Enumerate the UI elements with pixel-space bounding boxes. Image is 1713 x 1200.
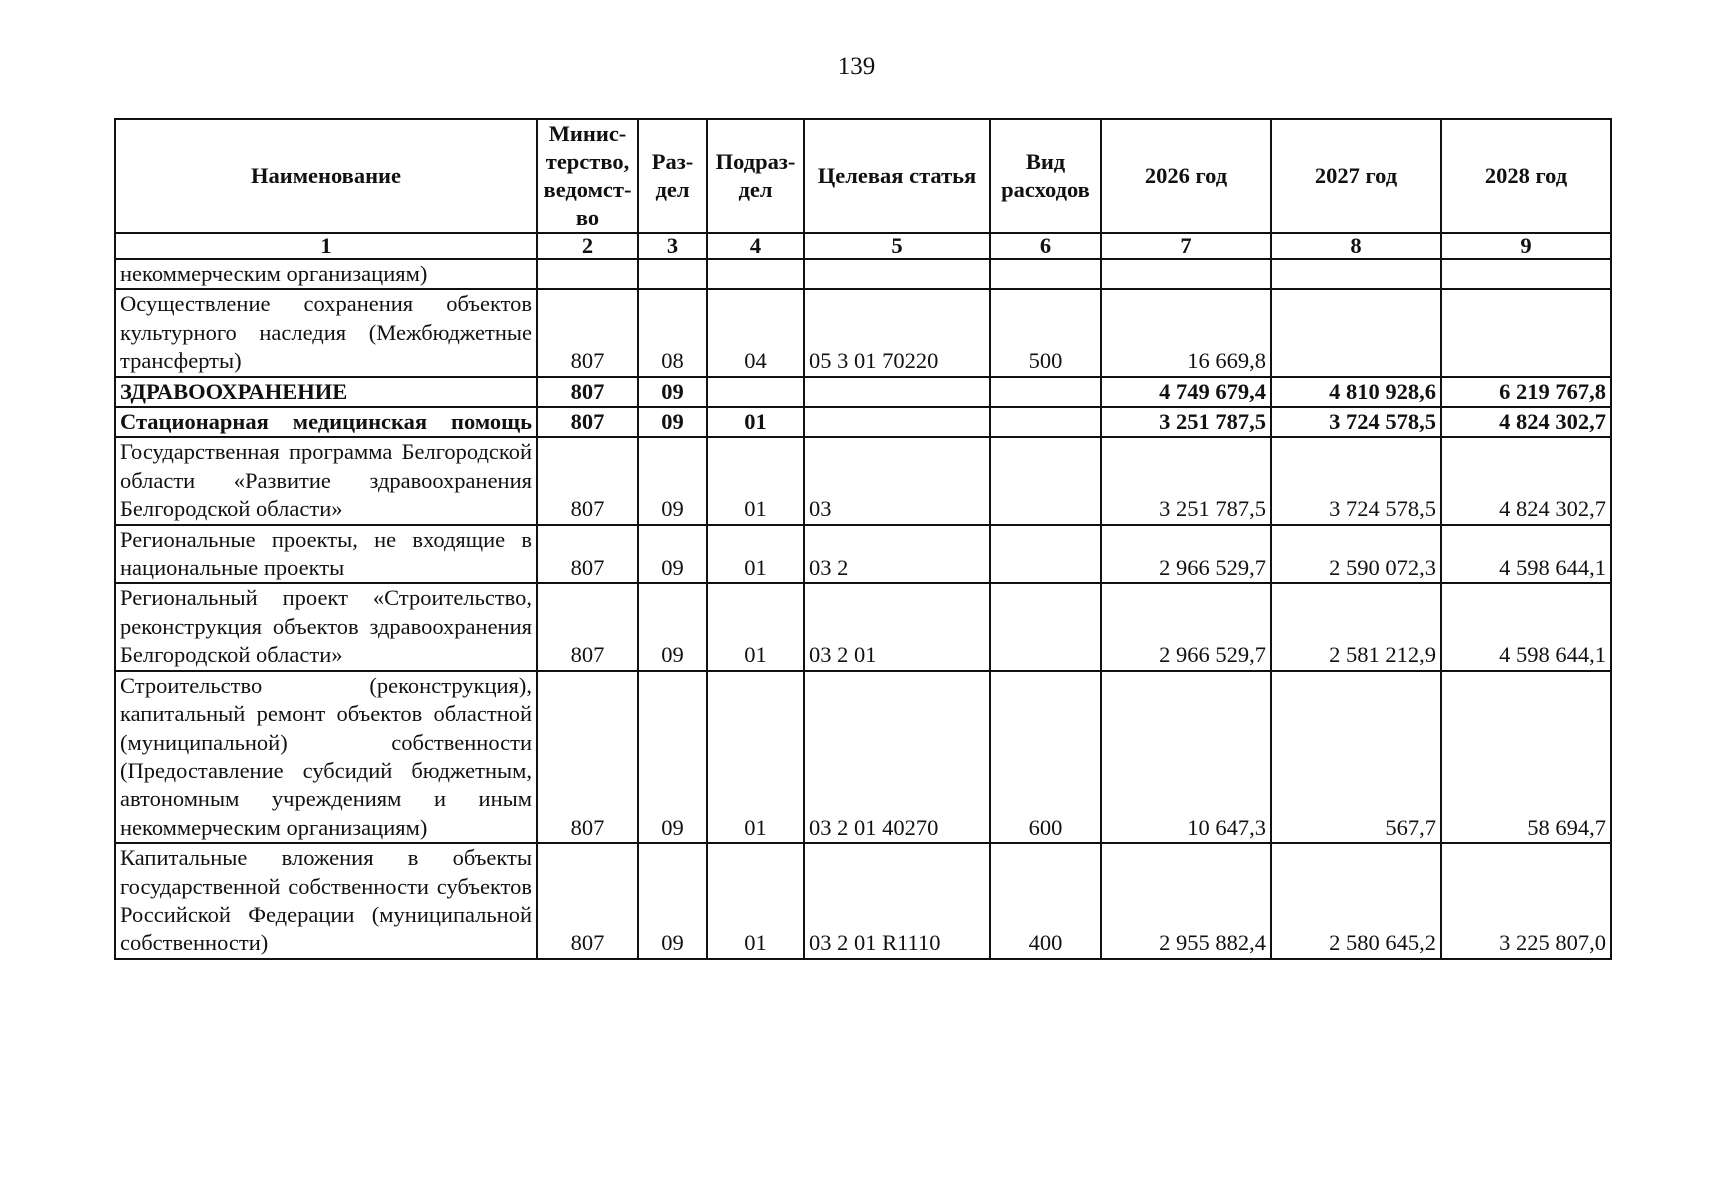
row-amount-2027: 3 724 578,5 (1271, 407, 1441, 437)
row-expense-type (990, 377, 1101, 407)
column-number: 5 (804, 233, 990, 259)
row-amount-2027 (1271, 289, 1441, 376)
row-amount-2028: 3 225 807,0 (1441, 843, 1611, 959)
row-amount-2026: 2 955 882,4 (1101, 843, 1271, 959)
header-row (115, 119, 1611, 233)
row-section: 09 (638, 437, 707, 524)
table-row (115, 437, 1611, 524)
row-amount-2028 (1441, 289, 1611, 376)
row-section: 09 (638, 407, 707, 437)
row-amount-2026: 16 669,8 (1101, 289, 1271, 376)
row-name: Стационарная медицинская помощь (115, 407, 537, 437)
header-year-2026: 2026 год (1101, 119, 1271, 233)
row-section: 09 (638, 671, 707, 843)
row-subsection: 01 (707, 583, 804, 670)
row-subsection (707, 259, 804, 289)
row-amount-2026: 2 966 529,7 (1101, 583, 1271, 670)
row-amount-2026: 4 749 679,4 (1101, 377, 1271, 407)
row-name: Капитальные вложения в объекты государственной собственности субъектов Российской Федерации (муниципальной собственности) (115, 843, 537, 959)
row-ministry: 807 (537, 437, 638, 524)
row-name: Государственная программа Белгородской области «Развитие здравоохранения Белгородской области» (115, 437, 537, 524)
row-target-article: 03 2 (804, 525, 990, 584)
header-name: Наименование (115, 119, 537, 233)
row-section: 09 (638, 583, 707, 670)
row-amount-2028: 4 598 644,1 (1441, 583, 1611, 670)
row-expense-type (990, 437, 1101, 524)
table-row (115, 259, 1611, 289)
row-target-article (804, 377, 990, 407)
table-row (115, 583, 1611, 670)
row-name: Региональный проект «Строительство, реконструкция объектов здравоохранения Белгородской области» (115, 583, 537, 670)
row-amount-2028: 4 598 644,1 (1441, 525, 1611, 584)
row-amount-2027: 567,7 (1271, 671, 1441, 843)
row-ministry: 807 (537, 289, 638, 376)
table-row (115, 671, 1611, 843)
row-target-article: 03 (804, 437, 990, 524)
row-amount-2028 (1441, 259, 1611, 289)
row-target-article: 03 2 01 (804, 583, 990, 670)
column-number: 7 (1101, 233, 1271, 259)
row-target-article: 03 2 01 R1110 (804, 843, 990, 959)
table-row-section-total (115, 377, 1611, 407)
header-subsection: Подраз-дел (707, 119, 804, 233)
row-target-article: 03 2 01 40270 (804, 671, 990, 843)
row-ministry: 807 (537, 583, 638, 670)
row-target-article: 05 3 01 70220 (804, 289, 990, 376)
header-year-2027: 2027 год (1271, 119, 1441, 233)
row-section (638, 259, 707, 289)
row-section: 09 (638, 843, 707, 959)
column-number: 2 (537, 233, 638, 259)
page-number: 139 (837, 53, 876, 80)
row-amount-2026: 10 647,3 (1101, 671, 1271, 843)
table-row (115, 289, 1611, 376)
row-subsection: 01 (707, 407, 804, 437)
column-number-row (115, 233, 1611, 259)
table-row (115, 525, 1611, 584)
row-name: Региональные проекты, не входящие в национальные проекты (115, 525, 537, 584)
row-expense-type: 500 (990, 289, 1101, 376)
row-amount-2027 (1271, 259, 1441, 289)
header-expense-type: Вид расходов (990, 119, 1101, 233)
row-target-article (804, 259, 990, 289)
row-name: Осуществление сохранения объектов культурного наследия (Межбюджетные трансферты) (115, 289, 537, 376)
budget-table (114, 118, 1612, 960)
column-number: 1 (115, 233, 537, 259)
row-expense-type: 400 (990, 843, 1101, 959)
row-ministry: 807 (537, 407, 638, 437)
header-ministry: Минис-терство, ведомст-во (537, 119, 638, 233)
row-amount-2026: 3 251 787,5 (1101, 407, 1271, 437)
row-subsection: 01 (707, 843, 804, 959)
row-amount-2028: 4 824 302,7 (1441, 407, 1611, 437)
header-year-2028: 2028 год (1441, 119, 1611, 233)
row-expense-type: 600 (990, 671, 1101, 843)
row-amount-2026: 3 251 787,5 (1101, 437, 1271, 524)
column-number: 6 (990, 233, 1101, 259)
row-subsection: 01 (707, 525, 804, 584)
row-amount-2027: 2 590 072,3 (1271, 525, 1441, 584)
row-subsection: 04 (707, 289, 804, 376)
column-number: 3 (638, 233, 707, 259)
row-amount-2027: 2 580 645,2 (1271, 843, 1441, 959)
row-ministry: 807 (537, 671, 638, 843)
row-amount-2027: 4 810 928,6 (1271, 377, 1441, 407)
row-name: ЗДРАВООХРАНЕНИЕ (115, 377, 537, 407)
row-section: 09 (638, 377, 707, 407)
row-expense-type (990, 525, 1101, 584)
row-expense-type (990, 583, 1101, 670)
row-amount-2027: 2 581 212,9 (1271, 583, 1441, 670)
row-subsection: 01 (707, 671, 804, 843)
row-amount-2026: 2 966 529,7 (1101, 525, 1271, 584)
row-amount-2028: 4 824 302,7 (1441, 437, 1611, 524)
column-number: 9 (1441, 233, 1611, 259)
header-section: Раз-дел (638, 119, 707, 233)
row-section: 09 (638, 525, 707, 584)
row-ministry: 807 (537, 377, 638, 407)
row-expense-type (990, 407, 1101, 437)
row-amount-2027: 3 724 578,5 (1271, 437, 1441, 524)
column-number: 8 (1271, 233, 1441, 259)
table-row (115, 843, 1611, 959)
row-subsection: 01 (707, 437, 804, 524)
row-ministry (537, 259, 638, 289)
row-expense-type (990, 259, 1101, 289)
row-subsection (707, 377, 804, 407)
row-amount-2028: 58 694,7 (1441, 671, 1611, 843)
header-target-article: Целевая статья (804, 119, 990, 233)
row-amount-2026 (1101, 259, 1271, 289)
row-amount-2028: 6 219 767,8 (1441, 377, 1611, 407)
row-ministry: 807 (537, 525, 638, 584)
row-section: 08 (638, 289, 707, 376)
row-ministry: 807 (537, 843, 638, 959)
table-row-subsection-total (115, 407, 1611, 437)
row-name: Строительство (реконструкция), капитальный ремонт объектов областной (муниципальной) собственности (Предоставление субсидий бюджетным, автономным учреждениям и иным некоммерческим организациям) (115, 671, 537, 843)
column-number: 4 (707, 233, 804, 259)
row-target-article (804, 407, 990, 437)
row-name: некоммерческим организациям) (115, 259, 537, 289)
